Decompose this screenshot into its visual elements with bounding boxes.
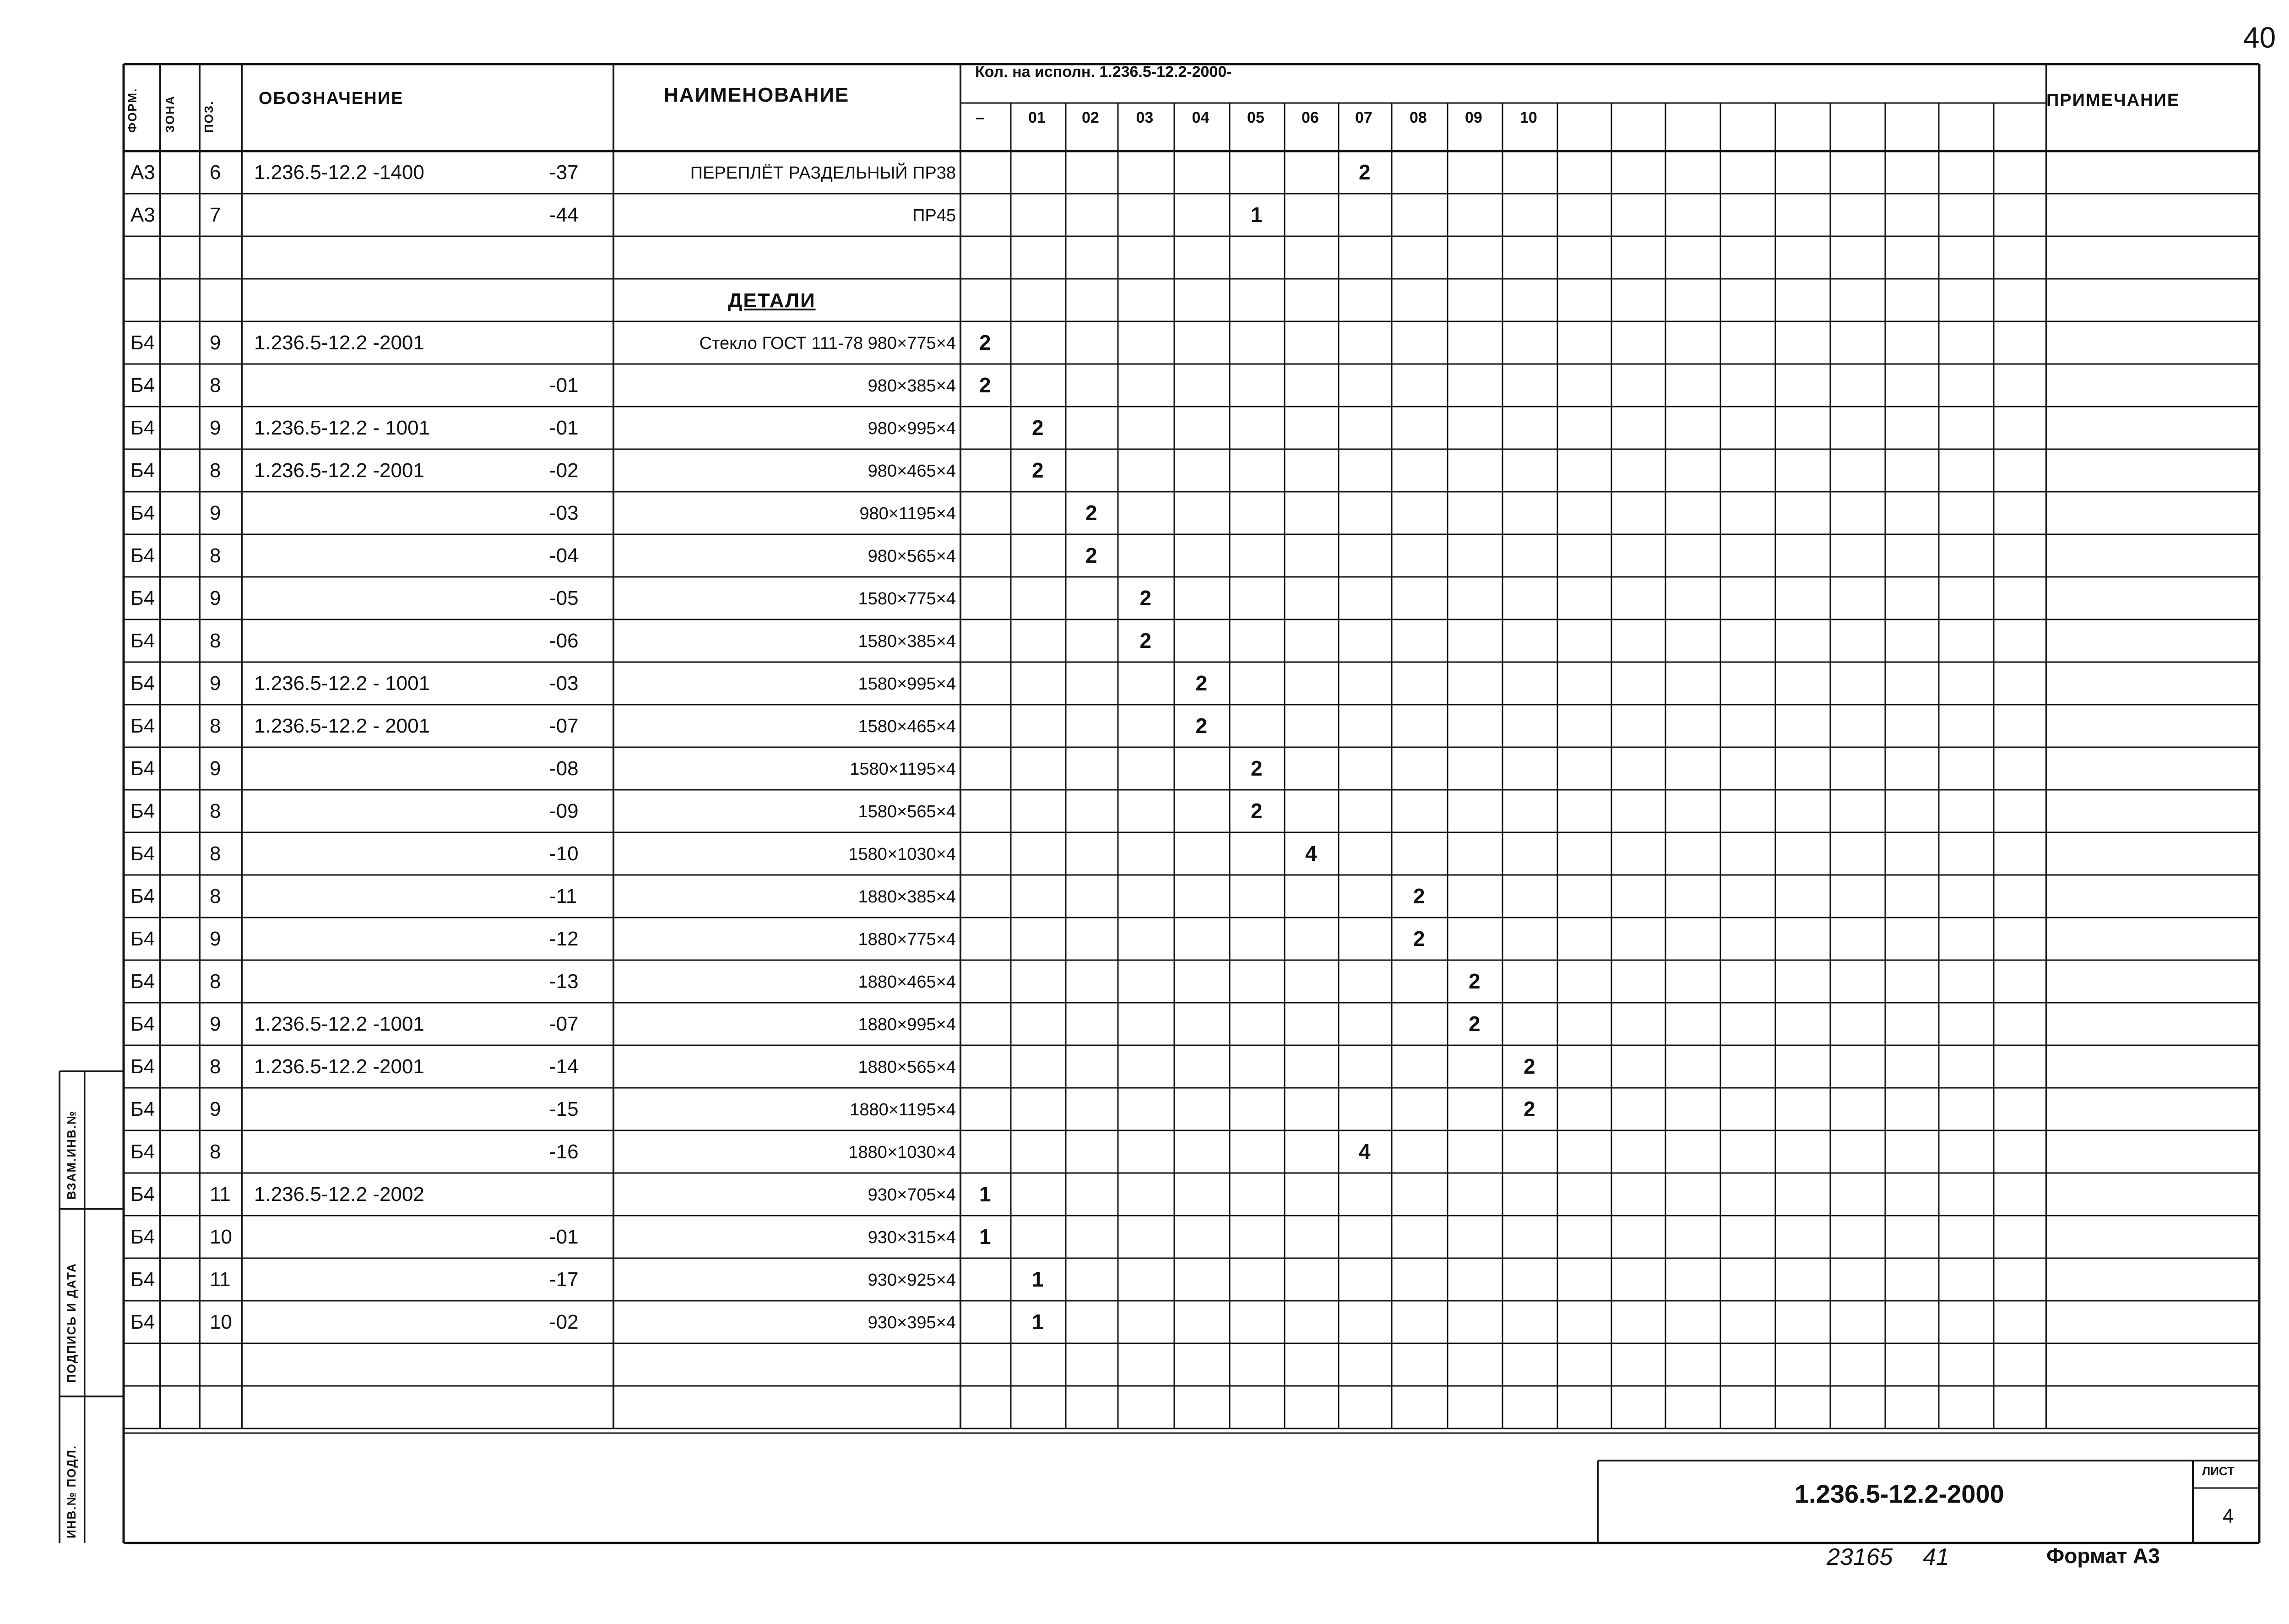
section-title-parts: ДЕТАЛИ <box>728 289 816 312</box>
header-format: ФОРМ. <box>125 87 139 133</box>
row-qty-01: 2 <box>1032 458 1044 482</box>
row-designation: 1.236.5-12.2 -2001 <box>254 1055 424 1078</box>
row-suffix: -01 <box>549 1226 579 1248</box>
row-suffix: -16 <box>549 1141 579 1163</box>
row-qty-03: 2 <box>1139 586 1152 610</box>
row-name: 1580×565×4 <box>858 802 956 821</box>
row-qty-01: 1 <box>1032 1267 1044 1291</box>
row-qty-08: 2 <box>1413 927 1425 951</box>
row-format: Б4 <box>130 1268 155 1291</box>
side-label-signature-date: ПОДПИСЬ И ДАТА <box>65 1262 78 1383</box>
row-name: 1880×385×4 <box>858 887 956 907</box>
row-suffix: -13 <box>549 970 579 993</box>
row-suffix: -37 <box>549 161 579 184</box>
row-suffix: -10 <box>549 842 579 865</box>
row-designation: 1.236.5-12.2 -1001 <box>254 1013 424 1035</box>
side-label-inventory: ИНВ.№ ПОДЛ. <box>65 1445 78 1538</box>
row-name: 1880×1195×4 <box>850 1100 956 1119</box>
footer-code: 23165 <box>1827 1544 1893 1570</box>
row-suffix: -05 <box>549 587 579 609</box>
row-designation: 1.236.5-12.2 -2001 <box>254 331 424 354</box>
variant-header-10: 10 <box>1520 109 1537 126</box>
row-suffix: -02 <box>549 459 579 482</box>
row-suffix: -44 <box>549 204 579 226</box>
row-position: 8 <box>210 544 221 567</box>
variant-header-03: 03 <box>1136 109 1154 126</box>
row-qty-02: 2 <box>1085 543 1097 567</box>
row-format: Б4 <box>130 1226 155 1248</box>
row-name: 930×705×4 <box>868 1185 956 1205</box>
header-zone: ЗОНА <box>163 95 177 133</box>
header-position: ПОЗ. <box>202 100 216 133</box>
row-suffix: -12 <box>549 928 579 950</box>
row-format: А3 <box>130 204 155 226</box>
row-format: Б4 <box>130 1311 155 1333</box>
row-name: 980×565×4 <box>868 547 956 566</box>
variant-header-09: 09 <box>1465 109 1482 126</box>
row-qty-04: 2 <box>1195 671 1208 695</box>
row-designation: 1.236.5-12.2 -2001 <box>254 459 424 482</box>
row-format: Б4 <box>130 842 155 865</box>
row-format: Б4 <box>130 715 155 737</box>
row-format: Б4 <box>130 1098 155 1120</box>
row-name: 1880×995×4 <box>858 1015 956 1034</box>
footer-page: 41 <box>1923 1544 1949 1570</box>
variant-header-base: – <box>976 109 984 126</box>
row-format: Б4 <box>130 459 155 482</box>
header-qty-per-variant: Кол. на исполн. 1.236.5-12.2-2000- <box>975 63 1232 81</box>
row-name: 1580×1195×4 <box>850 760 956 779</box>
row-position: 9 <box>210 757 221 780</box>
row-name: 1880×465×4 <box>858 972 956 992</box>
row-qty-01: 2 <box>1032 416 1044 440</box>
row-suffix: -03 <box>549 502 579 524</box>
row-position: 8 <box>210 970 221 993</box>
row-suffix: -08 <box>549 757 579 780</box>
row-format: Б4 <box>130 630 155 652</box>
row-qty-05: 2 <box>1251 756 1263 780</box>
row-name: 1880×565×4 <box>858 1058 956 1077</box>
row-name: 1580×385×4 <box>858 632 956 651</box>
row-suffix: -11 <box>549 885 577 907</box>
row-format: Б4 <box>130 757 155 780</box>
variant-header-07: 07 <box>1355 109 1372 126</box>
row-position: 9 <box>210 417 221 439</box>
row-position: 9 <box>210 928 221 950</box>
row-position: 9 <box>210 1013 221 1035</box>
row-format: Б4 <box>130 800 155 822</box>
header-note: ПРИМЕЧАНИЕ <box>2046 91 2180 110</box>
row-name: Стекло ГОСТ 111-78 980×775×4 <box>699 334 956 353</box>
row-qty-05: 1 <box>1251 203 1263 227</box>
variant-header-01: 01 <box>1028 109 1046 126</box>
side-label-replacement-inventory: ВЗАМ.ИНВ.№ <box>65 1110 78 1200</box>
row-format: А3 <box>130 161 155 184</box>
row-qty-07: 4 <box>1359 1140 1371 1163</box>
row-position: 8 <box>210 885 221 907</box>
row-position: 9 <box>210 672 221 695</box>
row-designation: 1.236.5-12.2 -1400 <box>254 161 424 184</box>
title-block-doc-number: 1.236.5-12.2-2000 <box>1795 1479 2004 1508</box>
row-designation: 1.236.5-12.2 - 1001 <box>254 672 430 695</box>
row-format: Б4 <box>130 885 155 907</box>
row-position: 10 <box>210 1226 232 1248</box>
footer-format-label: Формат А3 <box>2046 1544 2160 1568</box>
variant-header-04: 04 <box>1192 109 1210 126</box>
row-name: ПЕРЕПЛЁТ РАЗДЕЛЬНЫЙ ПР38 <box>690 163 956 183</box>
row-position: 9 <box>210 587 221 609</box>
row-qty-02: 2 <box>1085 501 1097 525</box>
row-name: 980×995×4 <box>868 419 956 438</box>
row-position: 9 <box>210 1098 221 1120</box>
row-name: 1580×465×4 <box>858 717 956 736</box>
row-suffix: -03 <box>549 672 579 695</box>
row-qty-10: 2 <box>1524 1054 1535 1078</box>
row-position: 9 <box>210 502 221 524</box>
row-name: 980×385×4 <box>868 376 956 396</box>
row-position: 8 <box>210 374 221 396</box>
row-qty-base: 2 <box>979 331 991 354</box>
row-qty-base: 1 <box>979 1225 991 1249</box>
row-qty-01: 1 <box>1032 1310 1044 1334</box>
row-suffix: -17 <box>549 1268 579 1291</box>
row-format: Б4 <box>130 970 155 993</box>
row-suffix: -01 <box>549 417 579 439</box>
row-qty-10: 2 <box>1524 1097 1535 1121</box>
row-name: 1580×1030×4 <box>848 845 956 864</box>
row-suffix: -07 <box>549 715 579 737</box>
row-position: 8 <box>210 459 221 482</box>
row-suffix: -09 <box>549 800 579 822</box>
row-format: Б4 <box>130 331 155 354</box>
header-name: НАИМЕНОВАНИЕ <box>664 84 850 106</box>
row-name: 930×315×4 <box>868 1228 956 1247</box>
row-format: Б4 <box>130 417 155 439</box>
row-position: 10 <box>210 1311 232 1333</box>
row-position: 11 <box>210 1268 231 1291</box>
row-designation: 1.236.5-12.2 -2002 <box>254 1183 424 1206</box>
row-suffix: -14 <box>549 1055 579 1078</box>
row-format: Б4 <box>130 1141 155 1163</box>
row-qty-base: 2 <box>979 373 991 397</box>
variant-header-06: 06 <box>1302 109 1319 126</box>
row-qty-09: 2 <box>1469 1012 1481 1036</box>
row-position: 6 <box>210 161 221 184</box>
row-suffix: -15 <box>549 1098 579 1120</box>
row-name: 1580×775×4 <box>858 589 956 608</box>
row-format: Б4 <box>130 672 155 695</box>
row-suffix: -02 <box>549 1311 579 1333</box>
row-position: 8 <box>210 800 221 822</box>
row-qty-05: 2 <box>1251 799 1263 823</box>
row-format: Б4 <box>130 587 155 609</box>
row-name: ПР45 <box>912 206 956 225</box>
row-designation: 1.236.5-12.2 - 1001 <box>254 417 430 439</box>
row-format: Б4 <box>130 374 155 396</box>
row-position: 11 <box>210 1183 231 1206</box>
row-name: 1580×995×4 <box>858 674 956 694</box>
row-format: Б4 <box>130 544 155 567</box>
row-position: 9 <box>210 331 221 354</box>
title-block-sheet-number: 4 <box>2223 1505 2234 1527</box>
row-qty-03: 2 <box>1139 629 1152 652</box>
row-position: 7 <box>210 204 221 226</box>
row-position: 8 <box>210 630 221 652</box>
corner-page-number: 40 <box>2243 21 2276 54</box>
variant-header-08: 08 <box>1410 109 1427 126</box>
variant-header-02: 02 <box>1082 109 1099 126</box>
variant-header-05: 05 <box>1247 109 1264 126</box>
row-name: 980×1195×4 <box>859 504 956 523</box>
row-position: 8 <box>210 715 221 737</box>
row-qty-08: 2 <box>1413 884 1425 908</box>
row-qty-04: 2 <box>1195 714 1208 738</box>
row-name: 1880×1030×4 <box>848 1143 956 1162</box>
row-format: Б4 <box>130 928 155 950</box>
row-designation: 1.236.5-12.2 - 2001 <box>254 715 430 737</box>
row-suffix: -04 <box>549 544 579 567</box>
row-suffix: -07 <box>549 1013 579 1035</box>
row-name: 930×395×4 <box>868 1313 956 1332</box>
row-name: 980×465×4 <box>868 462 956 481</box>
row-position: 8 <box>210 1141 221 1163</box>
row-qty-06: 4 <box>1305 842 1317 865</box>
row-qty-09: 2 <box>1469 969 1481 993</box>
row-position: 8 <box>210 1055 221 1078</box>
row-qty-base: 1 <box>979 1182 991 1206</box>
row-format: Б4 <box>130 502 155 524</box>
row-qty-07: 2 <box>1359 160 1371 184</box>
row-name: 930×925×4 <box>868 1271 956 1290</box>
row-name: 1880×775×4 <box>858 930 956 949</box>
row-suffix: -06 <box>549 630 579 652</box>
row-format: Б4 <box>130 1055 155 1078</box>
title-block-sheet-label: ЛИСТ <box>2202 1464 2235 1478</box>
row-format: Б4 <box>130 1183 155 1206</box>
row-format: Б4 <box>130 1013 155 1035</box>
row-position: 8 <box>210 842 221 865</box>
header-designation: ОБОЗНАЧЕНИЕ <box>259 89 404 108</box>
row-suffix: -01 <box>549 374 579 396</box>
